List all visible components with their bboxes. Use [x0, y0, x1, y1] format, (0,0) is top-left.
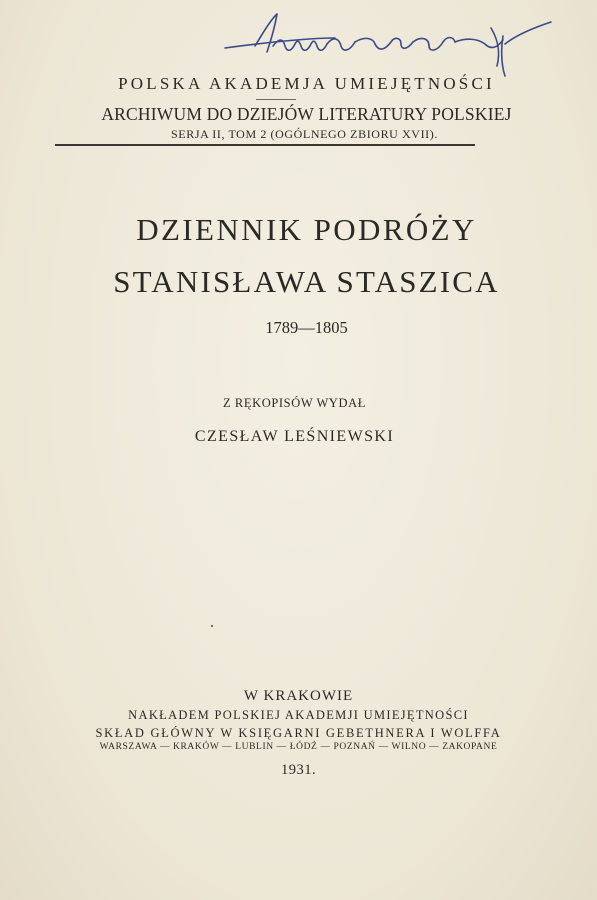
book-title-line-1: DZIENNIK PODRÓŻY — [136, 212, 477, 247]
editor-name: CZESŁAW LEŚNIEWSKI — [194, 428, 395, 445]
archive-series-title: ARCHIWUM DO DZIEJÓW LITERATURY POLSKIEJ — [101, 104, 512, 124]
imprint-city: W KRAKOWIE — [243, 688, 354, 704]
imprint-publisher: NAKŁADEM POLSKIEJ AKADEMJI UMIEJĘTNOŚCI — [128, 708, 469, 722]
short-divider — [256, 99, 296, 100]
title-years: 1789—1805 — [265, 318, 348, 337]
handwritten-signature — [215, 8, 555, 78]
imprint-year: 1931. — [280, 762, 317, 778]
imprint-warehouse: SKŁAD GŁÓWNY W KSIĘGARNI GEBETHNERA I WOLFFA — [95, 726, 502, 740]
series-volume: SERJA II, TOM 2 (OGÓLNEGO ZBIORU XVII). — [171, 127, 438, 141]
imprint-cities: WARSZAWA — KRAKÓW — LUBLIN — ŁÓDŹ — POZNAŃ — WILNO — ZAKOPANE — [99, 742, 498, 752]
speck — [211, 625, 213, 627]
edited-by-label: Z RĘKOPISÓW WYDAŁ — [222, 396, 367, 410]
header-divider — [55, 144, 475, 146]
book-title-line-2: STANISŁAWA STASZICA — [113, 264, 500, 299]
academy-name: POLSKA AKADEMJA UMIEJĘTNOŚCI — [118, 74, 495, 93]
